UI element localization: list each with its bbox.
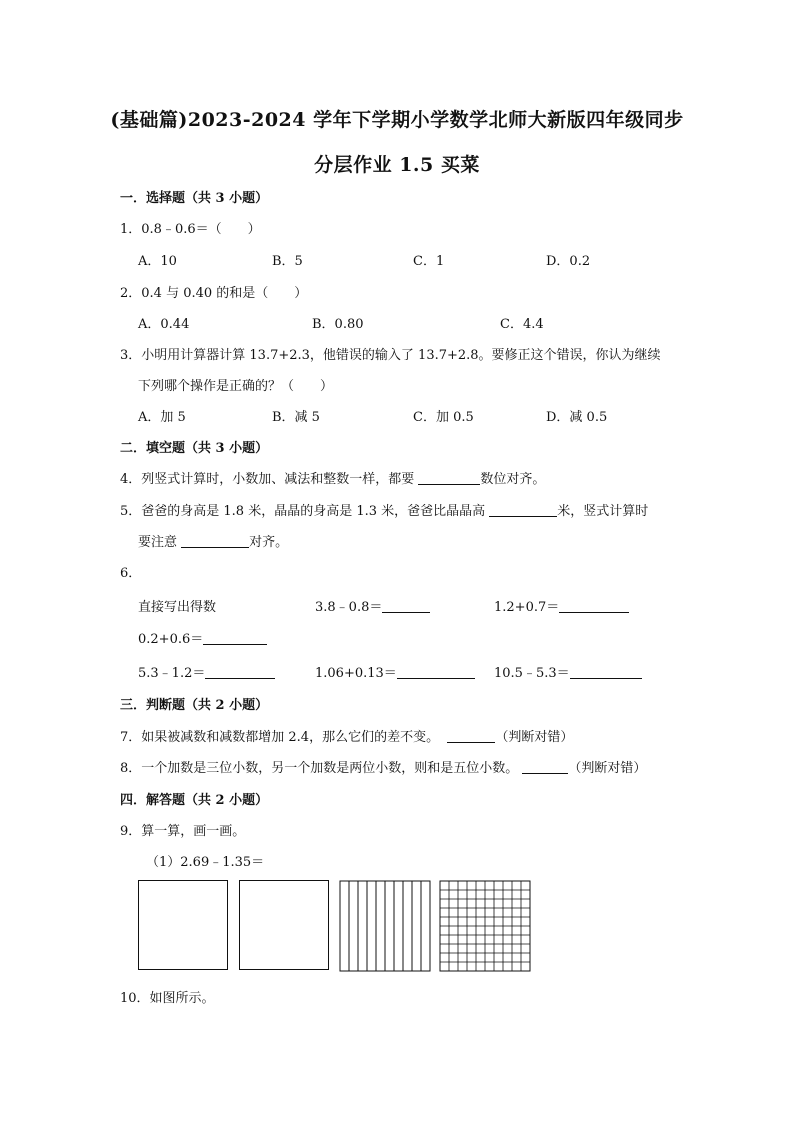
q6-item-1 xyxy=(315,596,430,615)
q5-text-after-2: 对齐。 xyxy=(249,535,289,550)
q5-answer-blank-1[interactable] xyxy=(489,503,557,517)
q6-item-3 xyxy=(138,628,267,647)
q5-text-before: 5．爸爸的身高是 1.8 米，晶晶的身高是 1.3 米，爸爸比晶晶高 xyxy=(120,504,490,519)
q2-option-c: C．4.4 xyxy=(500,317,544,332)
q6-item-1-blank[interactable] xyxy=(382,599,430,613)
unit-square-blank-1 xyxy=(138,880,228,970)
question-1-stem: 1．0.8﹣0.6＝（ ） xyxy=(120,222,261,237)
q4-text-after: 数位对齐。 xyxy=(480,472,546,487)
title-line-1: (基础篇)2023-2024 学年下学期小学数学北师大新版四年级同步 xyxy=(110,109,684,131)
question-10-stem: 10．如图所示。 xyxy=(120,991,215,1006)
q3-option-a: A．加 5 xyxy=(138,410,186,425)
question-7 xyxy=(120,726,573,745)
question-9-stem: 9．算一算，画一画。 xyxy=(120,824,246,839)
q6-item-3-blank[interactable] xyxy=(203,631,267,645)
q6-item-6 xyxy=(494,662,642,681)
q2-option-a: A．0.44 xyxy=(138,317,190,332)
section-heading-3: 三．判断题（共 2 小题） xyxy=(120,698,269,713)
q6-item-6-expr: 10.5﹣5.3＝ xyxy=(494,666,570,681)
q3-option-b: B．减 5 xyxy=(272,410,320,425)
q8-text: 8．一个加数是三位小数，另一个加数是两位小数，则和是五位小数。 xyxy=(120,761,519,776)
q6-item-5-blank[interactable] xyxy=(397,665,475,679)
question-8 xyxy=(120,757,646,776)
q3-option-d: D．减 0.5 xyxy=(546,410,608,425)
q9-subquestion-1: （1）2.69﹣1.35＝ xyxy=(146,855,265,870)
title-line-2: 分层作业 1.5 买菜 xyxy=(314,154,480,176)
q2-option-b: B．0.80 xyxy=(312,317,364,332)
q6-item-4-expr: 5.3﹣1.2＝ xyxy=(138,666,206,681)
q6-item-4 xyxy=(138,662,275,681)
q5-text-mid: 米，竖式计算时 xyxy=(557,504,649,519)
q4-text-before: 4．列竖式计算时，小数加、减法和整数一样，都要 xyxy=(120,472,419,487)
q6-item-3-expr: 0.2+0.6＝ xyxy=(138,632,204,647)
question-4 xyxy=(120,468,545,487)
section-heading-1: 一．选择题（共 3 小题） xyxy=(120,191,269,206)
q1-option-d: D．0.2 xyxy=(546,254,591,269)
question-5-line-1 xyxy=(120,500,648,519)
section-heading-2: 二．填空题（共 3 小题） xyxy=(120,441,269,456)
q1-option-b: B．5 xyxy=(272,254,303,269)
q3-option-c: C．加 0.5 xyxy=(413,410,474,425)
q7-answer-blank[interactable] xyxy=(447,729,495,743)
q5-text-before-2: 要注意 xyxy=(138,535,182,550)
q1-option-a: A．10 xyxy=(138,254,177,269)
q7-suffix: （判断对错） xyxy=(495,730,574,745)
q6-item-5 xyxy=(315,662,475,681)
q6-item-4-blank[interactable] xyxy=(205,665,275,679)
tenths-grid-square xyxy=(339,880,431,972)
question-2-stem: 2．0.4 与 0.40 的和是（ ） xyxy=(120,286,308,301)
section-heading-4: 四．解答题（共 2 小题） xyxy=(120,793,269,808)
q5-answer-blank-2[interactable] xyxy=(181,534,249,548)
q6-item-2 xyxy=(494,596,629,615)
q1-option-c: C．1 xyxy=(413,254,445,269)
q6-intro: 直接写出得数 xyxy=(138,600,217,615)
unit-square-blank-2 xyxy=(239,880,329,970)
q8-suffix: （判断对错） xyxy=(568,761,647,776)
hundredths-grid-square xyxy=(439,880,531,972)
q7-text: 7．如果被减数和减数都增加 2.4，那么它们的差不变。 xyxy=(120,730,440,745)
question-5-line-2 xyxy=(138,531,288,550)
question-3-stem-line-2: 下列哪个操作是正确的？（ ） xyxy=(138,379,334,394)
q4-answer-blank[interactable] xyxy=(418,471,480,485)
q8-answer-blank[interactable] xyxy=(522,760,568,774)
q6-item-2-expr: 1.2+0.7＝ xyxy=(494,600,560,615)
q6-item-6-blank[interactable] xyxy=(570,665,642,679)
question-6-number: 6． xyxy=(120,566,142,581)
q6-item-5-expr: 1.06+0.13＝ xyxy=(315,666,397,681)
question-3-stem-line-1: 3．小明用计算器计算 13.7+2.3，他错误的输入了 13.7+2.8。要修正这个错误，你认为继续 xyxy=(120,348,661,363)
q6-item-1-expr: 3.8﹣0.8＝ xyxy=(315,600,383,615)
q6-item-2-blank[interactable] xyxy=(559,599,629,613)
